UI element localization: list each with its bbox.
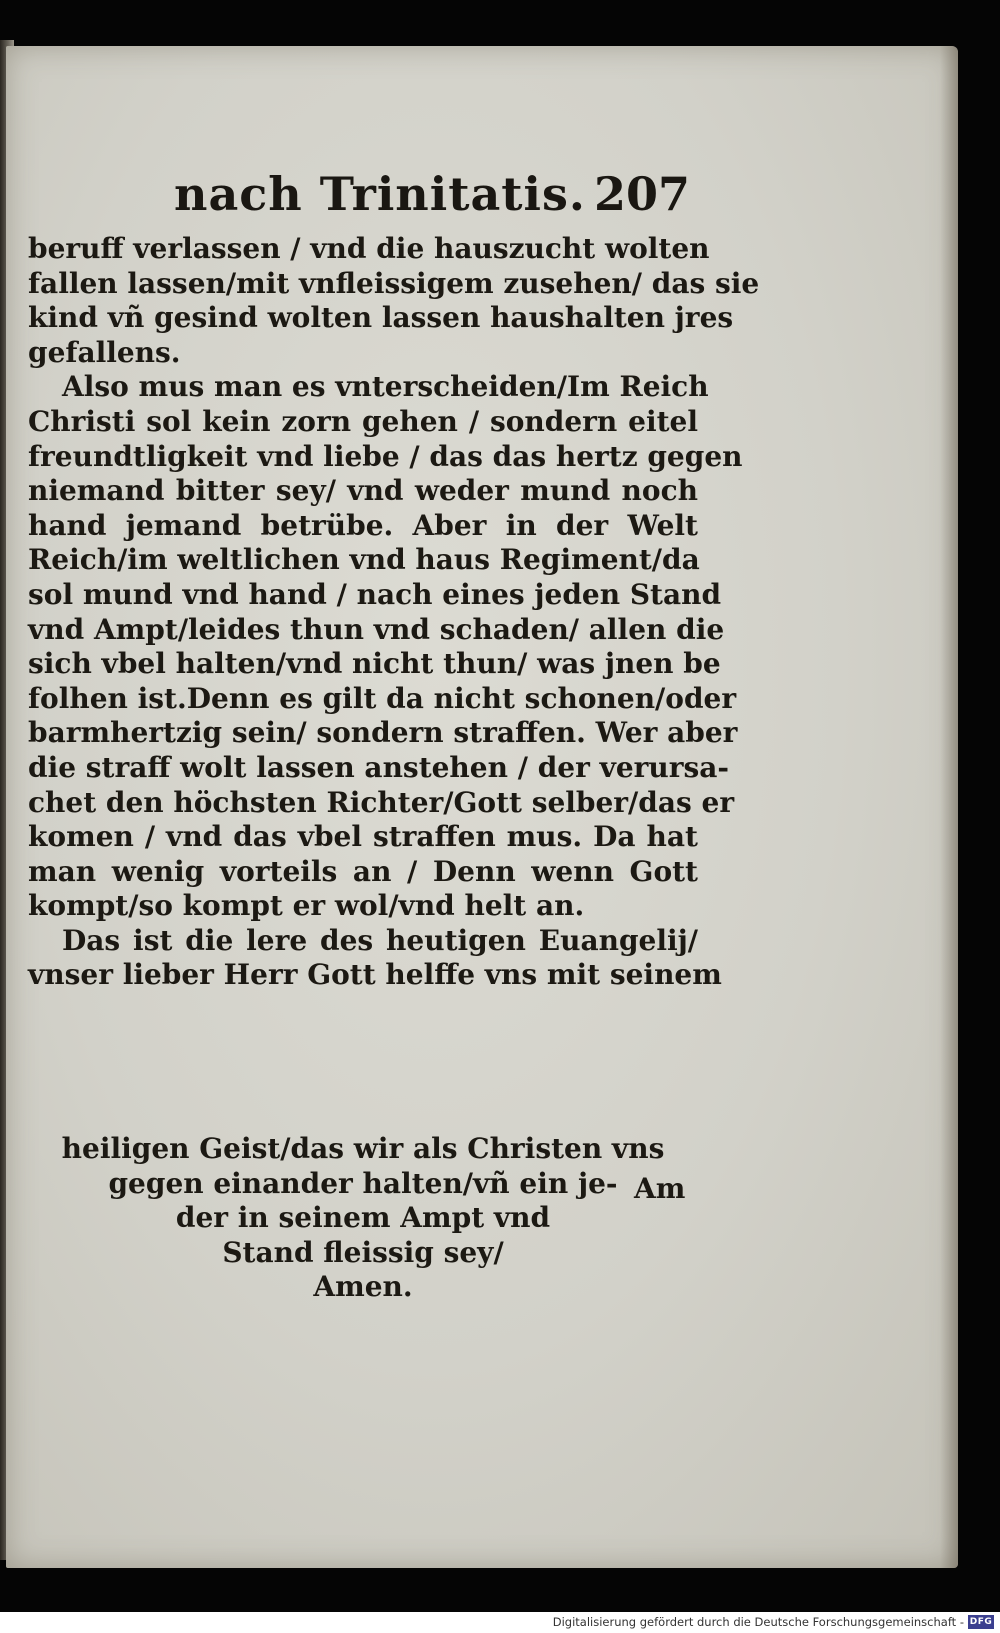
closing-line: gegen einander halten/vñ ein je- <box>108 1166 618 1200</box>
text-line: barmhertzig sein/ sondern straffen. Wer aber <box>28 716 738 750</box>
text-line: gefallens. <box>28 335 181 369</box>
text-line: fallen lassen/mit vnfleissigem zusehen/ das sie <box>28 266 760 300</box>
text-line: hand jemand betrübe. Aber in der Welt <box>28 508 698 542</box>
dfg-logo: DFG <box>969 1617 993 1627</box>
book-page <box>6 46 958 1568</box>
closing-line: der in seinem Ampt vnd <box>175 1201 551 1235</box>
text-line: kind vñ gesind wolten lassen haushalten jres <box>28 301 734 335</box>
text-line: Also mus man es vnterscheiden/Im Reich <box>62 370 709 404</box>
closing-line: Stand fleissig sey/ <box>222 1235 504 1269</box>
footer-bar <box>0 1612 1000 1633</box>
closing-prayer <box>28 1132 698 1305</box>
closing-line: heiligen Geist/das wir als Christen vns <box>61 1132 665 1165</box>
text-line: niemand bitter sey/ vnd weder mund noch <box>28 474 698 508</box>
text-line: die straff wolt lassen anstehen / der verursa- <box>28 750 730 784</box>
text-line: komen / vnd das vbel straffen mus. Da hat <box>28 820 698 854</box>
page-header <box>174 164 714 234</box>
text-line: Christi sol kein zorn gehen / sondern eitel <box>28 404 698 438</box>
text-line: Das ist die lere des heutigen Euangelij/ <box>62 923 698 957</box>
text-line: sol mund vnd hand / nach eines jeden Stand <box>28 577 722 611</box>
page-gutter-shadow <box>940 46 958 1568</box>
text-line: folhen ist.Denn es gilt da nicht schonen/oder <box>28 681 737 715</box>
text-line: Reich/im weltlichen vnd haus Regiment/da <box>28 543 700 577</box>
text-line: sich vbel halten/vnd nicht thun/ was jnen be <box>28 647 721 681</box>
text-line: freundtligkeit vnd liebe / das das hertz gegen <box>28 439 743 473</box>
running-title: nach Trinitatis. <box>174 167 586 221</box>
text-line: man wenig vorteils an / Denn wenn Gott <box>28 854 698 888</box>
catchword: Am <box>634 1172 686 1205</box>
text-line: vnser lieber Herr Gott helffe vns mit seinem <box>28 958 722 992</box>
funding-credit: Digitalisierung gefördert durch die Deutsche Forschungsgemeinschaft - <box>552 1615 964 1629</box>
text-line: beruff verlassen / vnd die hauszucht wolten <box>28 232 710 265</box>
text-line: chet den höchsten Richter/Gott selber/das er <box>28 785 735 819</box>
closing-line: Amen. <box>313 1270 413 1304</box>
text-line: vnd Ampt/leides thun vnd schaden/ allen die <box>28 612 725 646</box>
text-line: kompt/so kompt er wol/vnd helt an. <box>28 889 585 923</box>
page-number: 207 <box>594 167 691 221</box>
body-text <box>28 232 760 993</box>
